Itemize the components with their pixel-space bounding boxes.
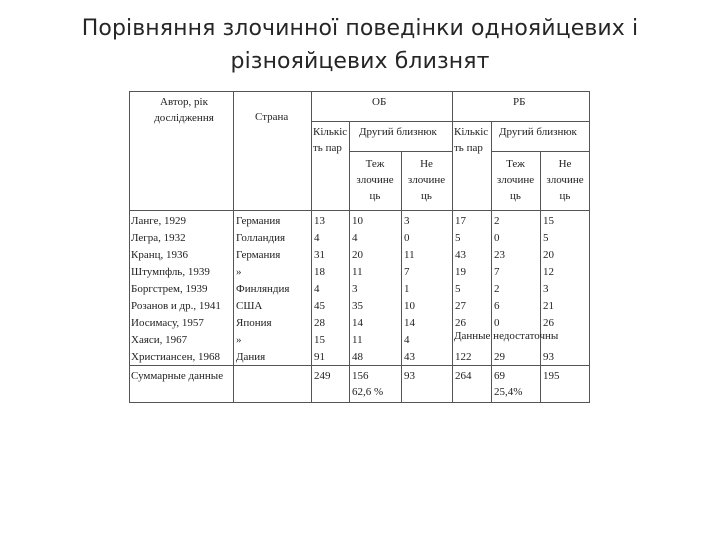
cell-rb-same: 6 [494, 300, 500, 312]
cell-rb-not: 20 [543, 249, 554, 261]
cell-ob-n: 13 [314, 215, 325, 227]
header-rb-not: Не злочине ць [546, 158, 584, 202]
summary-label: Суммарные данные [131, 370, 224, 382]
cell-ob-not: 4 [404, 334, 410, 346]
cell-ob-not: 10 [404, 300, 415, 312]
cell-author: Легра, 1932 [131, 232, 186, 244]
cell-ob-same: 3 [352, 283, 358, 295]
cell-author: Кранц, 1936 [131, 249, 188, 261]
title-line-1: Порівняння злочинної поведінки однояйцевих і [81, 16, 639, 41]
cell-author: Хаяси, 1967 [131, 334, 188, 346]
header-ob-same: Теж злочине ць [356, 158, 394, 202]
cell-rb-same: 7 [494, 266, 500, 278]
cell-rb-n: 43 [455, 249, 466, 261]
summary-ob-count: 249 [314, 370, 331, 382]
cell-rb-n: 19 [455, 266, 466, 278]
cell-country: Финляндия [236, 283, 290, 295]
cell-ob-same: 4 [352, 232, 358, 244]
page-title [0, 12, 720, 78]
header-country: Страна [255, 111, 289, 123]
cell-rb-not: 21 [543, 300, 554, 312]
cell-ob-same: 48 [352, 351, 363, 363]
cell-country: » [236, 266, 242, 278]
cell-rb-n: 5 [455, 283, 461, 295]
cell-rb-same: 2 [494, 283, 500, 295]
cell-ob-same: 11 [352, 266, 363, 278]
cell-rb-not: 26 [543, 317, 554, 329]
header-rb: РБ [513, 96, 526, 108]
header-author: Автор, рік дослідження [154, 96, 214, 124]
cell-rb-n: 26 [455, 317, 466, 329]
cell-ob-not: 0 [404, 232, 410, 244]
cell-author: Ланге, 1929 [131, 215, 186, 227]
cell-author: Иосимасу, 1957 [131, 317, 204, 329]
cell-ob-same: 35 [352, 300, 363, 312]
header-rb-count: Кількіс ть пар [454, 126, 489, 154]
header-rb-same: Теж злочине ць [496, 158, 535, 202]
summary-rb-count: 264 [455, 370, 472, 382]
cell-rb-not: 12 [543, 266, 554, 278]
summary-ob-same: 156 62,6 % [352, 370, 384, 398]
cell-ob-not: 7 [404, 266, 410, 278]
cell-rb-n: 122 [455, 351, 472, 363]
cell-ob-n: 45 [314, 300, 325, 312]
cell-ob-n: 15 [314, 334, 325, 346]
cell-ob-not: 43 [404, 351, 415, 363]
header-ob: ОБ [372, 96, 387, 108]
summary-ob-not: 93 [404, 370, 415, 382]
cell-rb-same: 29 [494, 351, 505, 363]
cell-author: Штумпфль, 1939 [131, 266, 210, 278]
cell-ob-n: 28 [314, 317, 325, 329]
cell-author: Христиансен, 1968 [131, 351, 220, 363]
cell-author: Розанов и др., 1941 [131, 300, 221, 312]
cell-rb-same: 2 [494, 215, 500, 227]
cell-ob-n: 91 [314, 351, 325, 363]
comparison-table [129, 91, 590, 403]
cell-author: Боргстрем, 1939 [131, 283, 208, 295]
summary-rb-not: 195 [543, 370, 560, 382]
cell-rb-same: 23 [494, 249, 505, 261]
cell-rb-same: 0 [494, 317, 500, 329]
cell-rb-not: 3 [543, 283, 549, 295]
cell-ob-n: 4 [314, 232, 320, 244]
cell-country: Япония [236, 317, 272, 329]
header-ob-second-twin: Другий близнюк [359, 126, 437, 138]
cell-rb-not: 5 [543, 232, 549, 244]
header-ob-not: Не злочине ць [407, 158, 446, 202]
cell-ob-n: 18 [314, 266, 325, 278]
cell-rb-n: 17 [455, 215, 466, 227]
no-data-note: Данные недостаточны [454, 330, 559, 342]
cell-country: Германия [236, 249, 281, 261]
cell-ob-same: 20 [352, 249, 363, 261]
cell-ob-not: 14 [404, 317, 415, 329]
cell-country: Германия [236, 215, 281, 227]
header-rb-second-twin: Другий близнюк [499, 126, 577, 138]
cell-country: » [236, 334, 242, 346]
cell-rb-not: 93 [543, 351, 554, 363]
title-line-2: різнояйцевих близнят [230, 49, 490, 74]
cell-ob-not: 1 [404, 283, 410, 295]
cell-country: США [236, 300, 263, 312]
cell-country: Дания [236, 351, 266, 363]
cell-rb-n: 5 [455, 232, 461, 244]
cell-ob-not: 11 [404, 249, 415, 261]
cell-rb-same: 0 [494, 232, 500, 244]
cell-ob-same: 14 [352, 317, 363, 329]
cell-ob-same: 10 [352, 215, 363, 227]
summary-rb-same: 69 25,4% [494, 370, 523, 398]
cell-ob-n: 31 [314, 249, 325, 261]
cell-rb-n: 27 [455, 300, 466, 312]
header-ob-count: Кількіс ть пар [313, 126, 348, 154]
cell-ob-same: 11 [352, 334, 363, 346]
cell-ob-n: 4 [314, 283, 320, 295]
cell-rb-not: 15 [543, 215, 554, 227]
cell-country: Голландия [236, 232, 286, 244]
cell-ob-not: 3 [404, 215, 410, 227]
